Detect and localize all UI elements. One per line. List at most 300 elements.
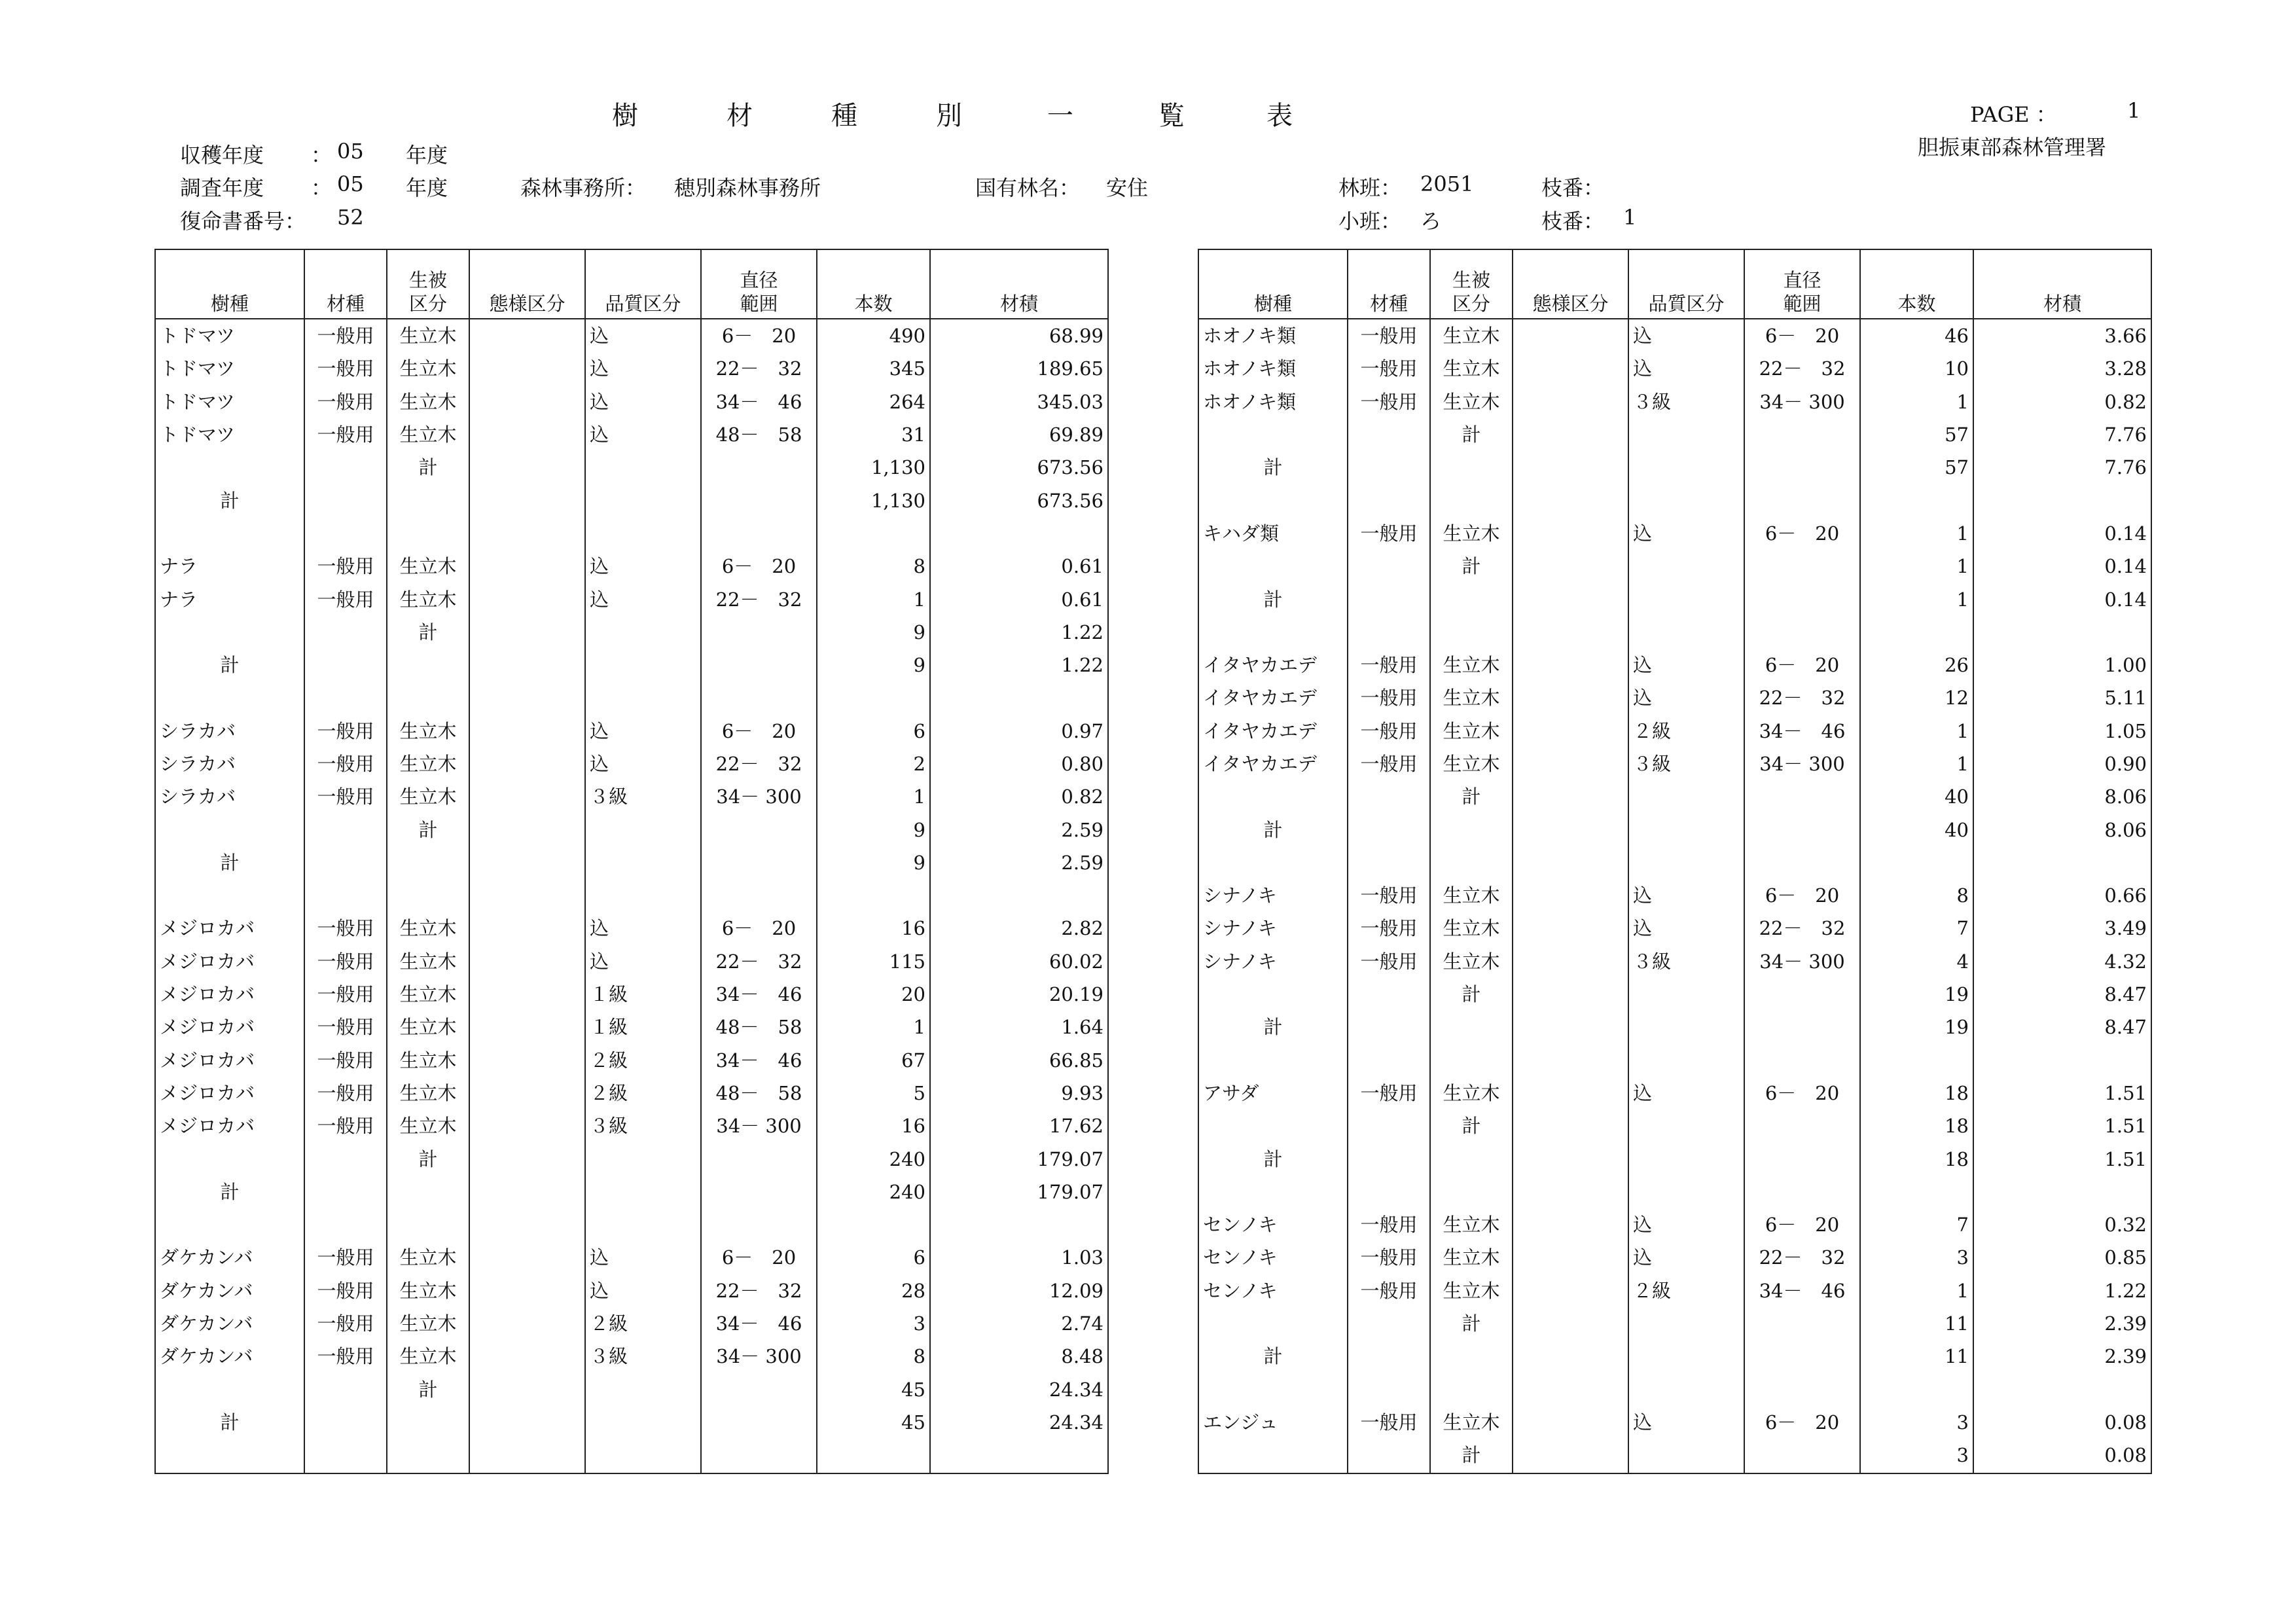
volume-cell: 3.66 (1973, 319, 2151, 352)
sub-branch-label: 枝番： (1541, 209, 1605, 234)
quality-cell (1628, 1439, 1744, 1471)
diameter-cell: 34－ 300 (1744, 945, 1860, 978)
species-cell: センノキ (1198, 1208, 1348, 1241)
diameter-cell: 48－ 58 (701, 1077, 817, 1110)
count-cell (1860, 484, 1973, 516)
count-cell: 9 (817, 649, 930, 681)
mode-cell (1513, 681, 1628, 714)
diameter-cell (1744, 418, 1860, 451)
status-cell (387, 846, 469, 879)
count-cell (817, 879, 930, 912)
species-cell: エンジュ (1198, 1406, 1348, 1439)
quality-cell: ３級 (1628, 748, 1744, 780)
species-cell: トドマツ (155, 319, 304, 352)
status-cell (1430, 484, 1513, 516)
table-row (155, 583, 1108, 615)
status-cell: 生立木 (387, 1044, 469, 1077)
count-cell: 9 (817, 846, 930, 879)
species-cell: ダケカンバ (155, 1307, 304, 1340)
mode-cell (469, 1307, 585, 1340)
material-cell: 一般用 (304, 1077, 387, 1110)
volume-cell: 0.90 (1973, 748, 2151, 780)
species-cell: メジロカバ (155, 1077, 304, 1110)
quality-cell (585, 517, 701, 550)
table-row (1198, 418, 2151, 451)
diameter-cell: 22－ 32 (1744, 912, 1860, 945)
status-cell: 生立木 (387, 780, 469, 813)
status-cell: 計 (1430, 1110, 1513, 1142)
species-cell: ホオノキ類 (1198, 352, 1348, 385)
status-cell: 生立木 (1430, 715, 1513, 748)
mode-cell (1513, 451, 1628, 484)
quality-cell: ３級 (1628, 945, 1744, 978)
volume-cell (1973, 1373, 2151, 1406)
species-cell: 計 (155, 649, 304, 681)
table-row (1198, 649, 2151, 681)
status-cell: 生立木 (387, 1340, 469, 1373)
quality-cell (585, 1208, 701, 1241)
species-cell (1198, 550, 1348, 583)
species-cell: イタヤカエデ (1198, 649, 1348, 681)
quality-cell: ３級 (585, 1110, 701, 1142)
diameter-cell: 6－ 20 (1744, 1077, 1860, 1110)
material-cell: 一般用 (1348, 319, 1430, 352)
diameter-cell (1744, 1011, 1860, 1043)
volume-cell: 17.62 (930, 1110, 1108, 1142)
count-cell: 5 (817, 1077, 930, 1110)
col-status-header (1430, 249, 1513, 319)
empty-cell (701, 1439, 817, 1473)
table-row (1198, 550, 2151, 583)
col-status-line2: 区分 (408, 293, 447, 315)
species-cell: シラカバ (155, 715, 304, 748)
compartment-value: 2051 (1420, 171, 1474, 196)
mode-cell (469, 451, 585, 484)
table-header-row (155, 249, 1108, 319)
empty-cell (1973, 1471, 2151, 1473)
quality-cell: 込 (585, 418, 701, 451)
count-cell: 9 (817, 616, 930, 649)
count-cell: 31 (817, 418, 930, 451)
table-row (1198, 1011, 2151, 1043)
status-cell (1430, 451, 1513, 484)
status-cell: 計 (1430, 780, 1513, 813)
diameter-cell: 34－ 300 (701, 780, 817, 813)
diameter-cell (701, 649, 817, 681)
count-cell: 18 (1860, 1142, 1973, 1175)
material-cell: 一般用 (304, 1241, 387, 1274)
mode-cell (469, 1340, 585, 1373)
empty-cell (1744, 1471, 1860, 1473)
quality-cell (1628, 978, 1744, 1011)
quality-cell (585, 681, 701, 714)
species-cell: ナラ (155, 550, 304, 583)
species-cell: 計 (1198, 1340, 1348, 1373)
table-padding-row (1198, 1471, 2151, 1473)
count-cell: 3 (1860, 1439, 1973, 1471)
title-char: 表 (1266, 101, 1293, 131)
species-cell: メジロカバ (155, 1011, 304, 1043)
species-cell (1198, 978, 1348, 1011)
diameter-cell (1744, 780, 1860, 813)
diameter-cell: 48－ 58 (701, 418, 817, 451)
volume-cell: 0.61 (930, 550, 1108, 583)
species-cell (1198, 1044, 1348, 1077)
species-cell (155, 1373, 304, 1406)
diameter-cell: 22－ 32 (701, 583, 817, 615)
table-row (155, 1110, 1108, 1142)
material-cell (304, 1406, 387, 1439)
status-cell (387, 517, 469, 550)
table-row (155, 846, 1108, 879)
mode-cell (1513, 319, 1628, 352)
mode-cell (1513, 748, 1628, 780)
title-char: 一 (1047, 101, 1073, 131)
quality-cell: 込 (585, 715, 701, 748)
status-cell: 生立木 (387, 1274, 469, 1307)
national-forest-label: 国有林名： (975, 175, 1081, 200)
quality-cell: 込 (1628, 681, 1744, 714)
harvest-year-value: 05 (337, 139, 364, 164)
quality-cell: 込 (585, 1241, 701, 1274)
volume-cell: 2.59 (930, 813, 1108, 846)
volume-cell: 0.66 (1973, 879, 2151, 912)
material-cell: 一般用 (304, 1011, 387, 1043)
volume-cell: 2.59 (930, 846, 1108, 879)
table-row (1198, 1044, 2151, 1077)
species-cell: 計 (1198, 1011, 1348, 1043)
quality-cell (1628, 846, 1744, 879)
count-cell: 240 (817, 1142, 930, 1175)
status-cell: 生立木 (387, 912, 469, 945)
species-table-left (154, 249, 1109, 1474)
count-cell: 3 (1860, 1406, 1973, 1439)
count-cell: 1 (1860, 386, 1973, 418)
mode-cell (1513, 517, 1628, 550)
mode-cell (469, 418, 585, 451)
volume-cell: 3.49 (1973, 912, 2151, 945)
table-row (1198, 1208, 2151, 1241)
material-cell (304, 1142, 387, 1175)
species-cell (1198, 418, 1348, 451)
mode-cell (469, 583, 585, 615)
material-cell: 一般用 (304, 1044, 387, 1077)
count-cell: 45 (817, 1373, 930, 1406)
survey-year-value: 05 (337, 171, 364, 196)
table-row (155, 319, 1108, 352)
species-cell: イタヤカエデ (1198, 715, 1348, 748)
count-cell: 7 (1860, 912, 1973, 945)
table-row (1198, 1373, 2151, 1406)
diameter-cell (1744, 813, 1860, 846)
table-row (1198, 1439, 2151, 1471)
status-cell: 生立木 (1430, 1077, 1513, 1110)
quality-cell (585, 616, 701, 649)
table-row (1198, 846, 2151, 879)
table-row (155, 484, 1108, 516)
status-cell (387, 879, 469, 912)
mode-cell (469, 978, 585, 1011)
species-cell (1198, 616, 1348, 649)
count-cell: 10 (1860, 352, 1973, 385)
count-cell (1860, 616, 1973, 649)
volume-cell: 1.51 (1973, 1110, 2151, 1142)
empty-cell (1430, 1471, 1513, 1473)
volume-cell (930, 681, 1108, 714)
quality-cell: ２級 (585, 1077, 701, 1110)
table-row (1198, 451, 2151, 484)
mode-cell (469, 1241, 585, 1274)
diameter-cell (701, 1142, 817, 1175)
material-cell (304, 649, 387, 681)
table-row (155, 1208, 1108, 1241)
table-row (1198, 1176, 2151, 1208)
material-cell (1348, 484, 1430, 516)
report-no-value: 52 (337, 205, 364, 230)
material-cell: 一般用 (1348, 1208, 1430, 1241)
diameter-cell: 6－ 20 (1744, 879, 1860, 912)
species-cell: シナノキ (1198, 945, 1348, 978)
table-row (155, 418, 1108, 451)
table-row (155, 1142, 1108, 1175)
volume-cell: 1.51 (1973, 1142, 2151, 1175)
quality-cell: 込 (585, 550, 701, 583)
volume-cell: 68.99 (930, 319, 1108, 352)
volume-cell: 9.93 (930, 1077, 1108, 1110)
material-cell (1348, 550, 1430, 583)
count-cell (1860, 1373, 1973, 1406)
diameter-cell: 34－ 46 (701, 1307, 817, 1340)
material-cell: 一般用 (1348, 1406, 1430, 1439)
diameter-cell (1744, 550, 1860, 583)
diameter-cell: 22－ 32 (701, 352, 817, 385)
species-cell (155, 1208, 304, 1241)
material-cell: 一般用 (1348, 1274, 1430, 1307)
sub-compartment-value: ろ (1420, 209, 1442, 234)
diameter-cell (701, 1406, 817, 1439)
table-row (1198, 912, 2151, 945)
diameter-cell (1744, 1142, 1860, 1175)
volume-cell: 179.07 (930, 1176, 1108, 1208)
count-cell: 20 (817, 978, 930, 1011)
count-cell (817, 1208, 930, 1241)
material-cell (1348, 978, 1430, 1011)
diameter-cell: 6－ 20 (1744, 1406, 1860, 1439)
count-cell: 1,130 (817, 484, 930, 516)
diameter-cell: 22－ 32 (701, 1274, 817, 1307)
title-char: 材 (726, 101, 753, 131)
material-cell: 一般用 (304, 1340, 387, 1373)
col-mode-header: 態様区分 (1513, 249, 1628, 319)
table-row (155, 1241, 1108, 1274)
status-cell: 生立木 (1430, 1241, 1513, 1274)
quality-cell (1628, 1044, 1744, 1077)
mode-cell (1513, 583, 1628, 615)
volume-cell: 1.00 (1973, 649, 2151, 681)
quality-cell (585, 484, 701, 516)
material-cell: 一般用 (1348, 517, 1430, 550)
volume-cell: 673.56 (930, 484, 1108, 516)
count-cell: 1,130 (817, 451, 930, 484)
volume-cell: 0.85 (1973, 1241, 2151, 1274)
empty-cell (155, 1439, 304, 1473)
quality-cell: １級 (585, 1011, 701, 1043)
quality-cell (1628, 1142, 1744, 1175)
report-no-label: 復命書番号： (180, 209, 306, 234)
status-cell: 生立木 (1430, 681, 1513, 714)
table-row (155, 780, 1108, 813)
mode-cell (1513, 1241, 1628, 1274)
count-cell: 1 (817, 583, 930, 615)
material-cell: 一般用 (1348, 1241, 1430, 1274)
diameter-cell (701, 879, 817, 912)
mode-cell (1513, 1142, 1628, 1175)
diameter-cell: 22－ 32 (701, 748, 817, 780)
mode-cell (1513, 1274, 1628, 1307)
volume-cell: 20.19 (930, 978, 1108, 1011)
species-cell: 計 (1198, 1142, 1348, 1175)
status-cell: 生立木 (387, 978, 469, 1011)
species-cell: イタヤカエデ (1198, 748, 1348, 780)
count-cell: 28 (817, 1274, 930, 1307)
diameter-cell: 34－ 46 (1744, 715, 1860, 748)
quality-cell (585, 1406, 701, 1439)
material-cell (1348, 780, 1430, 813)
table-row (155, 879, 1108, 912)
volume-cell: 3.28 (1973, 352, 2151, 385)
status-cell: 生立木 (387, 583, 469, 615)
status-cell (1430, 1176, 1513, 1208)
species-cell: メジロカバ (155, 978, 304, 1011)
forest-office-value: 穂別森林事務所 (674, 175, 821, 200)
table-row (1198, 945, 2151, 978)
sub-branch-value: 1 (1623, 205, 1637, 230)
status-cell: 計 (1430, 1439, 1513, 1471)
mode-cell (469, 879, 585, 912)
table-row (155, 912, 1108, 945)
status-cell: 計 (387, 451, 469, 484)
quality-cell (585, 846, 701, 879)
diameter-cell (1744, 451, 1860, 484)
mode-cell (1513, 649, 1628, 681)
diameter-cell: 6－ 20 (701, 1241, 817, 1274)
species-cell (155, 879, 304, 912)
volume-cell: 24.34 (930, 1373, 1108, 1406)
count-cell (1860, 1176, 1973, 1208)
species-cell: メジロカバ (155, 945, 304, 978)
quality-cell: 込 (1628, 319, 1744, 352)
quality-cell: 込 (1628, 1241, 1744, 1274)
volume-cell: 0.14 (1973, 583, 2151, 615)
diameter-cell: 6－ 20 (701, 715, 817, 748)
mode-cell (469, 748, 585, 780)
volume-cell: 69.89 (930, 418, 1108, 451)
quality-cell: 込 (1628, 649, 1744, 681)
species-cell: 計 (155, 1176, 304, 1208)
species-cell: ダケカンバ (155, 1340, 304, 1373)
table-row (1198, 616, 2151, 649)
mode-cell (469, 780, 585, 813)
table-row (1198, 1274, 2151, 1307)
table-row (1198, 352, 2151, 385)
empty-cell (585, 1439, 701, 1473)
material-cell: 一般用 (304, 1307, 387, 1340)
diameter-cell: 34－ 46 (701, 1044, 817, 1077)
volume-cell: 12.09 (930, 1274, 1108, 1307)
table-row (155, 1406, 1108, 1439)
col-quality-header: 品質区分 (585, 249, 701, 319)
diameter-cell: 34－ 46 (701, 386, 817, 418)
quality-cell: 込 (1628, 912, 1744, 945)
title-char: 別 (936, 101, 962, 131)
mode-cell (469, 1373, 585, 1406)
mode-cell (469, 945, 585, 978)
empty-cell (1513, 1471, 1628, 1473)
diameter-cell (701, 451, 817, 484)
status-cell: 計 (387, 813, 469, 846)
material-cell (304, 451, 387, 484)
diameter-cell: 6－ 20 (1744, 1208, 1860, 1241)
material-cell (1348, 418, 1430, 451)
col-material-header: 材種 (1348, 249, 1430, 319)
volume-cell (1973, 1044, 2151, 1077)
quality-cell: 込 (585, 945, 701, 978)
status-cell: 生立木 (387, 748, 469, 780)
table-row (1198, 1340, 2151, 1373)
volume-cell: 8.06 (1973, 813, 2151, 846)
material-cell: 一般用 (1348, 912, 1430, 945)
diameter-cell (1744, 1176, 1860, 1208)
quality-cell: 込 (585, 912, 701, 945)
mode-cell (1513, 386, 1628, 418)
status-cell: 生立木 (387, 418, 469, 451)
empty-cell (817, 1439, 930, 1473)
material-cell: 一般用 (304, 780, 387, 813)
diameter-cell: 22－ 32 (1744, 681, 1860, 714)
count-cell: 115 (817, 945, 930, 978)
status-cell: 生立木 (387, 1307, 469, 1340)
col-diameter-line2: 範囲 (1783, 293, 1821, 315)
species-cell (155, 517, 304, 550)
table-row (155, 978, 1108, 1011)
diameter-cell: 34－ 300 (1744, 748, 1860, 780)
mode-cell (469, 715, 585, 748)
table-row (155, 1077, 1108, 1110)
table-row (155, 1176, 1108, 1208)
mode-cell (469, 386, 585, 418)
status-cell (387, 1208, 469, 1241)
status-cell: 生立木 (1430, 386, 1513, 418)
quality-cell: 込 (1628, 1208, 1744, 1241)
volume-cell: 673.56 (930, 451, 1108, 484)
species-cell: トドマツ (155, 386, 304, 418)
status-cell: 生立木 (387, 1077, 469, 1110)
mode-cell (1513, 978, 1628, 1011)
diameter-cell: 34－ 300 (701, 1340, 817, 1373)
mode-cell (1513, 813, 1628, 846)
quality-cell: ２級 (585, 1044, 701, 1077)
status-cell: 計 (1430, 978, 1513, 1011)
table-row (155, 1307, 1108, 1340)
count-cell: 490 (817, 319, 930, 352)
species-cell: メジロカバ (155, 912, 304, 945)
material-cell: 一般用 (304, 978, 387, 1011)
table-row (155, 748, 1108, 780)
diameter-cell (701, 517, 817, 550)
quality-cell (1628, 813, 1744, 846)
empty-cell (930, 1439, 1108, 1473)
volume-cell: 8.06 (1973, 780, 2151, 813)
